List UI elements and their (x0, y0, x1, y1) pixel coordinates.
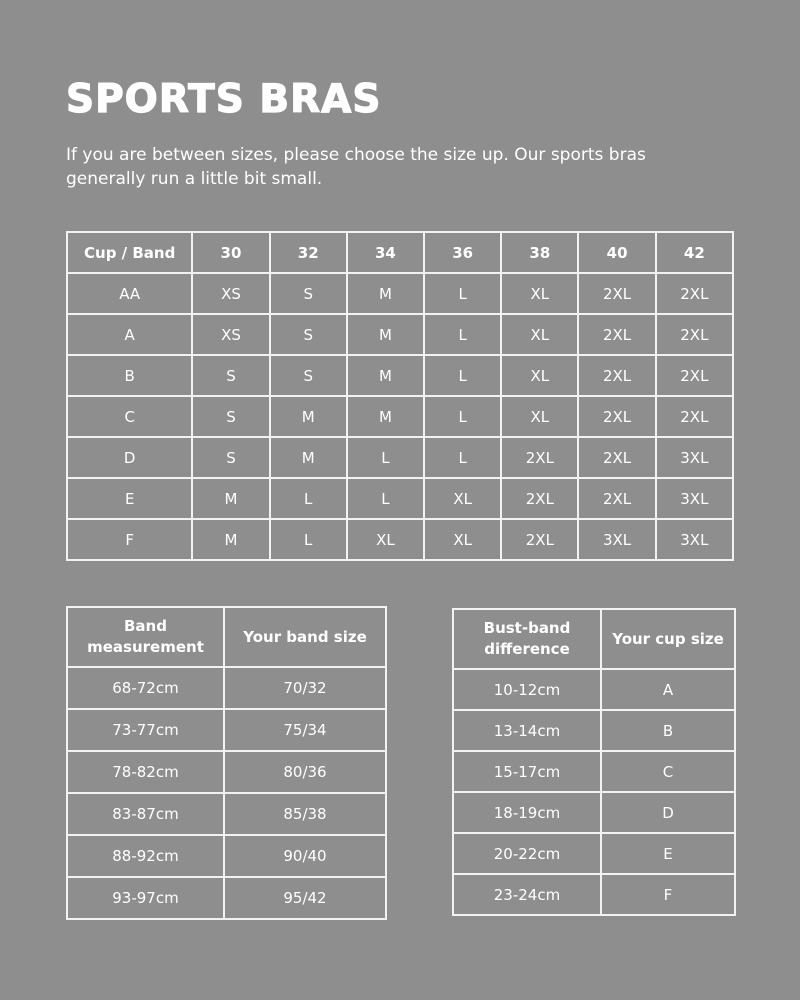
size-cell: L (424, 437, 501, 478)
band-measurement-cell: 78-82cm (67, 751, 224, 793)
table-row (453, 833, 735, 874)
band-header: 30 (192, 232, 269, 273)
band-measurement-cell: 73-77cm (67, 709, 224, 751)
size-chart-header-row (67, 232, 733, 273)
band-header: 32 (270, 232, 347, 273)
size-cell: 2XL (656, 396, 733, 437)
size-cell: 2XL (501, 519, 578, 560)
bust-band-difference-cell: 20-22cm (453, 833, 601, 874)
size-cell: XL (347, 519, 424, 560)
size-cell: XL (501, 314, 578, 355)
size-cell: 2XL (578, 478, 655, 519)
size-cell: L (270, 519, 347, 560)
size-cell: S (192, 437, 269, 478)
cup-cell: D (67, 437, 192, 478)
your-cup-size-header: Your cup size (601, 609, 735, 669)
table-row (453, 792, 735, 833)
size-cell: S (270, 273, 347, 314)
table-row (67, 314, 733, 355)
size-cell: 2XL (656, 355, 733, 396)
size-cell: XL (424, 519, 501, 560)
size-cell: S (270, 355, 347, 396)
size-cell: XL (501, 273, 578, 314)
table-row (67, 751, 386, 793)
band-measurement-cell: 83-87cm (67, 793, 224, 835)
size-cell: 2XL (578, 437, 655, 478)
size-cell: M (192, 478, 269, 519)
size-cell: L (424, 355, 501, 396)
size-cell: S (192, 396, 269, 437)
cup-size-cell: B (601, 710, 735, 751)
intro-text: If you are between sizes, please choose the size up. Our sports bras generally run a little bit small. (66, 145, 646, 189)
table-row (67, 519, 733, 560)
size-cell: L (424, 314, 501, 355)
size-cell: 2XL (501, 478, 578, 519)
size-cell: L (347, 437, 424, 478)
band-header: 40 (578, 232, 655, 273)
table-row (67, 667, 386, 709)
size-cell: XL (501, 355, 578, 396)
size-cell: M (270, 437, 347, 478)
size-cell: L (424, 273, 501, 314)
size-cell: 2XL (578, 355, 655, 396)
table-row (67, 273, 733, 314)
cup-cell: C (67, 396, 192, 437)
table-row (67, 793, 386, 835)
table-row (453, 874, 735, 915)
size-cell: M (347, 396, 424, 437)
size-cell: 2XL (501, 437, 578, 478)
cup-size-cell: A (601, 669, 735, 710)
bust-band-difference-cell: 13-14cm (453, 710, 601, 751)
size-cell: S (192, 355, 269, 396)
table-row (453, 710, 735, 751)
band-measurement-cell: 93-97cm (67, 877, 224, 919)
bust-band-difference-cell: 18-19cm (453, 792, 601, 833)
size-cell: 3XL (578, 519, 655, 560)
bust-band-difference-cell: 10-12cm (453, 669, 601, 710)
size-cell: 3XL (656, 519, 733, 560)
band-size-cell: 85/38 (224, 793, 386, 835)
table-row (453, 669, 735, 710)
band-header: 36 (424, 232, 501, 273)
band-size-cell: 70/32 (224, 667, 386, 709)
size-cell: 2XL (578, 273, 655, 314)
size-cell: 2XL (578, 314, 655, 355)
size-cell: 3XL (656, 478, 733, 519)
table-row (67, 709, 386, 751)
size-cell: L (347, 478, 424, 519)
bust-band-difference-header: Bust-band difference (453, 609, 601, 669)
size-cell: 2XL (656, 314, 733, 355)
table-row (67, 437, 733, 478)
cup-cell: B (67, 355, 192, 396)
size-cell: 2XL (578, 396, 655, 437)
cup-size-cell: E (601, 833, 735, 874)
table-row (67, 396, 733, 437)
cup-cell: E (67, 478, 192, 519)
size-cell: L (424, 396, 501, 437)
cup-table-header-row (453, 609, 735, 669)
bust-band-difference-cell: 15-17cm (453, 751, 601, 792)
band-measurement-header: Band measurement (67, 607, 224, 667)
size-cell: L (270, 478, 347, 519)
band-size-cell: 75/34 (224, 709, 386, 751)
size-cell: 3XL (656, 437, 733, 478)
table-row (67, 835, 386, 877)
size-cell: XL (424, 478, 501, 519)
band-header: 42 (656, 232, 733, 273)
band-measurement-cell: 88-92cm (67, 835, 224, 877)
size-cell: S (270, 314, 347, 355)
size-cell: M (347, 314, 424, 355)
band-size-cell: 95/42 (224, 877, 386, 919)
size-cell: XL (501, 396, 578, 437)
table-row (453, 751, 735, 792)
table-row (67, 877, 386, 919)
cup-size-cell: F (601, 874, 735, 915)
table-row (67, 478, 733, 519)
band-header: 38 (501, 232, 578, 273)
your-band-size-header: Your band size (224, 607, 386, 667)
band-measurement-cell: 68-72cm (67, 667, 224, 709)
band-size-cell: 80/36 (224, 751, 386, 793)
band-header: 34 (347, 232, 424, 273)
size-cell: M (347, 273, 424, 314)
band-table-header-row (67, 607, 386, 667)
size-cell: XS (192, 273, 269, 314)
band-size-table (66, 606, 387, 920)
size-cell: XS (192, 314, 269, 355)
size-cell: M (270, 396, 347, 437)
size-cell: 2XL (656, 273, 733, 314)
cup-band-header: Cup / Band (67, 232, 192, 273)
cup-size-cell: D (601, 792, 735, 833)
page-title: SPORTS BRAS (66, 77, 382, 122)
size-cell: M (192, 519, 269, 560)
cup-cell: A (67, 314, 192, 355)
cup-size-cell: C (601, 751, 735, 792)
band-size-cell: 90/40 (224, 835, 386, 877)
cup-cell: F (67, 519, 192, 560)
bust-band-difference-cell: 23-24cm (453, 874, 601, 915)
cup-band-size-chart (66, 231, 734, 561)
cup-size-table (452, 608, 736, 916)
cup-cell: AA (67, 273, 192, 314)
size-cell: M (347, 355, 424, 396)
table-row (67, 355, 733, 396)
